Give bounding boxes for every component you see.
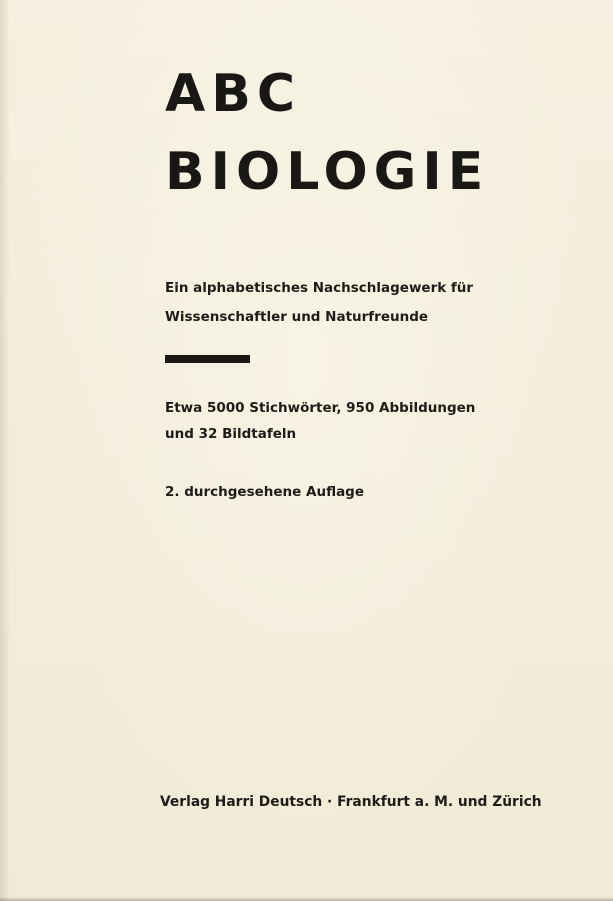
subtitle-line-2: Wissenschaftler und Naturfreunde [165,309,429,325]
page-spine-shadow [0,0,10,901]
edition-note: 2. durchgesehene Auflage [165,484,365,500]
stats-line-2: und 32 Bildtafeln [165,426,297,442]
page-bottom-edge [0,897,613,901]
publisher-imprint: Verlag Harri Deutsch · Frankfurt a. M. und Zürich [160,794,542,810]
stats-line-1: Etwa 5000 Stichwörter, 950 Abbildungen [165,400,476,416]
subtitle-line-1: Ein alphabetisches Nachschlagewerk für [165,280,474,296]
divider-rule [165,355,250,363]
book-title-line-2: BIOLOGIE [165,142,490,202]
book-title-line-1: ABC [165,64,302,124]
